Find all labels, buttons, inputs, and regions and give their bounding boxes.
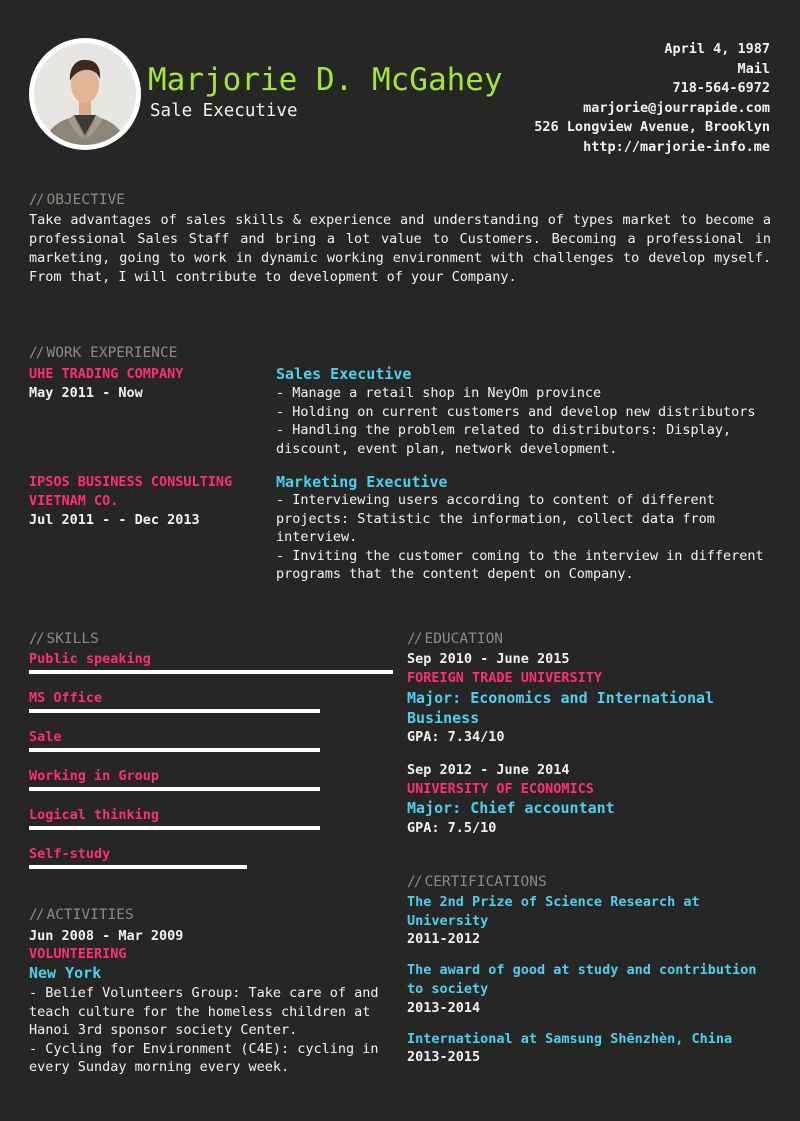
certification-title: The 2nd Prize of Science Research at University bbox=[407, 894, 700, 929]
job-description-line: - Inviting the customer coming to the interview in different programs that the content depent on Company. bbox=[276, 547, 764, 582]
job-role: Marketing Executive bbox=[276, 473, 448, 491]
heading-text: ACTIVITIES bbox=[46, 907, 134, 923]
job-description bbox=[276, 384, 771, 458]
skill-level-bar bbox=[29, 865, 247, 869]
activities-heading bbox=[29, 905, 134, 925]
job-description-line: - Manage a retail shop in NeyOm province bbox=[276, 385, 602, 401]
objective-heading bbox=[29, 190, 125, 210]
activity-organization: VOLUNTEERING bbox=[29, 946, 127, 962]
heading-prefix: // bbox=[29, 907, 43, 923]
skill-level-bar bbox=[29, 709, 320, 713]
education-heading bbox=[407, 629, 503, 649]
contact-address: 526 Longview Avenue, Brooklyn bbox=[534, 119, 770, 135]
skill-label: Logical thinking bbox=[29, 807, 160, 823]
skill-item bbox=[29, 650, 393, 689]
certification-title: International at Samsung Shēnzhèn, China bbox=[407, 1031, 733, 1047]
activity-location: New York bbox=[29, 964, 102, 982]
heading-text: SKILLS bbox=[46, 631, 99, 647]
job-description-line: - Handling the problem related to distributors: Display, discount, event plan, network development. bbox=[276, 422, 732, 457]
job-title: Sale Executive bbox=[150, 101, 298, 121]
heading-text: EDUCATION bbox=[424, 631, 504, 647]
skill-level-bar bbox=[29, 670, 393, 674]
contact-phone[interactable]: 718-564-6972 bbox=[672, 80, 770, 96]
heading-prefix: // bbox=[407, 631, 421, 647]
objective-text: Take advantages of sales skills & experience and understanding of types market to become a professional Sales Staff and bring a lot value to Customers. Becoming a professional in marketing, going to work in dynamic working environment with challenges to develop myself. From that, I will contribute to development of your Company. bbox=[29, 212, 771, 285]
profile-photo bbox=[29, 38, 141, 150]
heading-prefix: // bbox=[29, 631, 43, 647]
skill-item bbox=[29, 689, 393, 728]
heading-text: OBJECTIVE bbox=[46, 192, 126, 208]
skill-item bbox=[29, 767, 393, 806]
education-gpa: GPA: 7.34/10 bbox=[407, 729, 505, 745]
work-experience-heading bbox=[29, 343, 177, 363]
skill-label: Sale bbox=[29, 729, 62, 745]
skills-heading bbox=[29, 629, 99, 649]
contact-mail-label: Mail bbox=[737, 60, 770, 77]
certification-title: The award of good at study and contribution to society bbox=[407, 962, 757, 997]
contact-email[interactable]: marjorie@jourrapide.com bbox=[583, 99, 770, 116]
education-major: Major: Economics and International Business bbox=[407, 689, 715, 727]
skill-label: Self-study bbox=[29, 846, 111, 862]
job-date: Jul 2011 - - Dec 2013 bbox=[29, 512, 200, 528]
contact-info bbox=[534, 40, 770, 157]
heading-prefix: // bbox=[29, 192, 43, 208]
activity-date: Jun 2008 - Mar 2009 bbox=[29, 928, 184, 944]
heading-prefix: // bbox=[29, 345, 43, 361]
certification-years: 2011-2012 bbox=[407, 931, 481, 947]
avatar-image bbox=[34, 43, 136, 145]
activity-line: - Cycling for Environment (C4E): cycling in every Sunday morning every week. bbox=[29, 1040, 379, 1075]
skill-level-bar bbox=[29, 748, 320, 752]
job-date: May 2011 - Now bbox=[29, 385, 143, 401]
education-date: Sep 2012 - June 2014 bbox=[407, 762, 570, 778]
education-date: Sep 2010 - June 2015 bbox=[407, 651, 570, 667]
heading-prefix: // bbox=[407, 874, 421, 890]
full-name: Marjorie D. McGahey bbox=[148, 62, 503, 98]
contact-website[interactable]: http://marjorie-info.me bbox=[583, 138, 770, 155]
skill-level-bar bbox=[29, 787, 320, 791]
certification-years: 2013-2015 bbox=[407, 1049, 481, 1065]
education-major: Major: Chief accountant bbox=[407, 799, 615, 817]
skill-item bbox=[29, 806, 393, 845]
activity-description bbox=[29, 984, 379, 1077]
skill-level-bar bbox=[29, 826, 320, 830]
skill-item bbox=[29, 845, 393, 884]
job-description-line: - Holding on current customers and develop new distributors bbox=[276, 403, 756, 420]
job-description-line: - Interviewing users according to content of different projects: Statistic the information, collect data from interview. bbox=[276, 492, 715, 545]
skill-label: Public speaking bbox=[29, 651, 151, 667]
job-role: Sales Executive bbox=[276, 365, 412, 383]
skill-label: Working in Group bbox=[29, 768, 160, 784]
contact-birthdate: April 4, 1987 bbox=[664, 41, 770, 57]
education-school: FOREIGN TRADE UNIVERSITY bbox=[407, 670, 603, 686]
skills-list bbox=[29, 650, 393, 884]
skill-label: MS Office bbox=[29, 690, 103, 706]
education-school: UNIVERSITY OF ECONOMICS bbox=[407, 781, 594, 797]
certification-years: 2013-2014 bbox=[407, 1000, 481, 1016]
activity-line: - Belief Volunteers Group: Take care of and teach culture for the homeless children at Hanoi 3rd sponsor society Center. bbox=[29, 985, 379, 1038]
education-gpa: GPA: 7.5/10 bbox=[407, 820, 497, 836]
job-company: IPSOS BUSINESS CONSULTING VIETNAM CO. bbox=[29, 474, 233, 509]
job-description bbox=[276, 491, 771, 584]
heading-text: WORK EXPERIENCE bbox=[46, 345, 178, 361]
skill-item bbox=[29, 728, 393, 767]
certifications-heading bbox=[407, 872, 547, 892]
job-company: UHE TRADING COMPANY bbox=[29, 366, 184, 382]
heading-text: CERTIFICATIONS bbox=[424, 874, 547, 890]
